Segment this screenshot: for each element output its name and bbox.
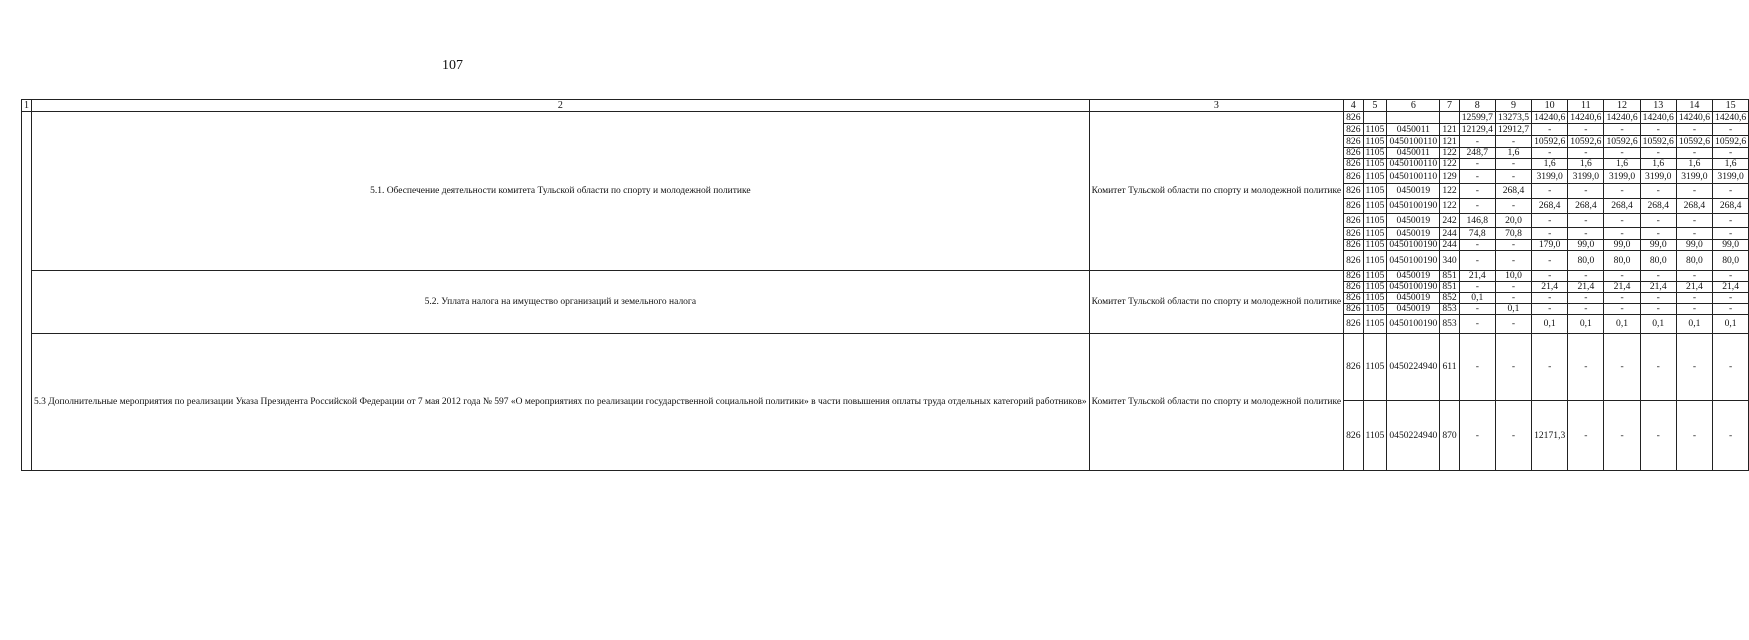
cell-col-10: - (1532, 334, 1568, 401)
cell-col-5: 1105 (1363, 293, 1387, 304)
cell-col-12: 1,6 (1604, 159, 1640, 170)
cell-col-11: - (1568, 293, 1604, 304)
cell-col-5: 1105 (1363, 159, 1387, 170)
cell-col-13: 268,4 (1640, 199, 1676, 214)
cell-col-6: 0450019 (1387, 214, 1440, 228)
cell-col-15: 1,6 (1713, 159, 1749, 170)
cell-col-6: 0450011 (1387, 124, 1440, 136)
cell-col-10: - (1532, 214, 1568, 228)
cell-col-6: 0450100190 (1387, 282, 1440, 293)
cell-col-13: 80,0 (1640, 251, 1676, 271)
cell-col-13: 10592,6 (1640, 136, 1676, 148)
cell-col-14: - (1676, 401, 1712, 471)
cell-col-15: 99,0 (1713, 240, 1749, 251)
cell-col-14: 80,0 (1676, 251, 1712, 271)
cell-col-12: - (1604, 304, 1640, 315)
cell-col-12: - (1604, 401, 1640, 471)
cell-col-6: 0450100110 (1387, 159, 1440, 170)
cell-col-4: 826 (1344, 170, 1363, 184)
cell-col-10: 1,6 (1532, 159, 1568, 170)
measure-name: 5.2. Уплата налога на имущество организаций и земельного налога (32, 271, 1090, 334)
column-header-12: 12 (1604, 100, 1640, 112)
cell-col-8: - (1459, 315, 1495, 334)
cell-col-10: - (1532, 304, 1568, 315)
cell-col-14: 268,4 (1676, 199, 1712, 214)
cell-col-11: - (1568, 148, 1604, 159)
cell-col-14: - (1676, 228, 1712, 240)
cell-col-4: 826 (1344, 271, 1363, 282)
column-header-13: 13 (1640, 100, 1676, 112)
responsible-organization: Комитет Тульской области по спорту и молодежной политике (1089, 271, 1343, 334)
cell-col-12: - (1604, 228, 1640, 240)
cell-col-9: - (1495, 170, 1531, 184)
cell-col-6 (1387, 112, 1440, 124)
cell-col-14: 1,6 (1676, 159, 1712, 170)
cell-col-15: - (1713, 334, 1749, 401)
cell-col-12: 21,4 (1604, 282, 1640, 293)
cell-col-10: - (1532, 293, 1568, 304)
cell-col-10: 3199,0 (1532, 170, 1568, 184)
cell-col-13: - (1640, 304, 1676, 315)
cell-col-4: 826 (1344, 401, 1363, 471)
cell-col-14: - (1676, 214, 1712, 228)
cell-col-10: 12171,3 (1532, 401, 1568, 471)
cell-col-5: 1105 (1363, 214, 1387, 228)
cell-col-8: 0,1 (1459, 293, 1495, 304)
cell-col-4: 826 (1344, 214, 1363, 228)
cell-col-13: - (1640, 334, 1676, 401)
cell-col-12: - (1604, 148, 1640, 159)
column-header-10: 10 (1532, 100, 1568, 112)
cell-col-5: 1105 (1363, 136, 1387, 148)
cell-col-8: - (1459, 136, 1495, 148)
cell-col-11: 3199,0 (1568, 170, 1604, 184)
cell-col-7: 122 (1440, 148, 1459, 159)
cell-col-4: 826 (1344, 148, 1363, 159)
cell-col-6: 0450019 (1387, 293, 1440, 304)
cell-col-8: 248,7 (1459, 148, 1495, 159)
cell-col-13: 99,0 (1640, 240, 1676, 251)
cell-col-13: - (1640, 271, 1676, 282)
cell-col-11: 99,0 (1568, 240, 1604, 251)
cell-col-7: 121 (1440, 136, 1459, 148)
cell-col-6: 0450100110 (1387, 136, 1440, 148)
cell-col-11: 80,0 (1568, 251, 1604, 271)
cell-col-5: 1105 (1363, 401, 1387, 471)
cell-col-13: - (1640, 401, 1676, 471)
column-header-4: 4 (1344, 100, 1363, 112)
cell-col-15: - (1713, 304, 1749, 315)
cell-col-15: - (1713, 148, 1749, 159)
cell-col-4: 826 (1344, 124, 1363, 136)
cell-col-9: 1,6 (1495, 148, 1531, 159)
cell-col-10: - (1532, 148, 1568, 159)
cell-col-7: 244 (1440, 240, 1459, 251)
cell-col-15: - (1713, 184, 1749, 199)
cell-col-13: - (1640, 214, 1676, 228)
cell-col-7: 870 (1440, 401, 1459, 471)
cell-col-14: - (1676, 148, 1712, 159)
cell-col-10: 21,4 (1532, 282, 1568, 293)
cell-col-7: 340 (1440, 251, 1459, 271)
cell-col-9: 10,0 (1495, 271, 1531, 282)
table-row (22, 112, 1749, 124)
cell-col-15: - (1713, 214, 1749, 228)
cell-col-7: 852 (1440, 293, 1459, 304)
cell-col-11: - (1568, 228, 1604, 240)
cell-col-8: - (1459, 184, 1495, 199)
cell-col-6: 0450100190 (1387, 199, 1440, 214)
cell-col-8: - (1459, 334, 1495, 401)
cell-col-8: - (1459, 282, 1495, 293)
measure-name: 5.3 Дополнительные мероприятия по реализации Указа Президента Российской Федерации от 7 мая 2012 года № 597 «О мероприятиях по реализации государственной социальной политики» в части повышения оплаты труда отдельных категорий работников» (32, 334, 1090, 471)
column-header-14: 14 (1676, 100, 1712, 112)
cell-col-6: 0450224940 (1387, 401, 1440, 471)
cell-col-12: 80,0 (1604, 251, 1640, 271)
cell-col-10: 14240,6 (1532, 112, 1568, 124)
column-header-11: 11 (1568, 100, 1604, 112)
cell-col-10: 0,1 (1532, 315, 1568, 334)
cell-col-9: - (1495, 136, 1531, 148)
cell-col-15: 3199,0 (1713, 170, 1749, 184)
cell-col-14: 0,1 (1676, 315, 1712, 334)
cell-col-14: 21,4 (1676, 282, 1712, 293)
cell-col-15: - (1713, 228, 1749, 240)
responsible-organization: Комитет Тульской области по спорту и молодежной политике (1089, 334, 1343, 471)
cell-col-4: 826 (1344, 315, 1363, 334)
cell-col-14: 3199,0 (1676, 170, 1712, 184)
cell-col-5: 1105 (1363, 184, 1387, 199)
cell-col-9: 20,0 (1495, 214, 1531, 228)
cell-col-12: 10592,6 (1604, 136, 1640, 148)
column-header-8: 8 (1459, 100, 1495, 112)
cell-col-12: - (1604, 334, 1640, 401)
cell-col-9: - (1495, 251, 1531, 271)
cell-col-4: 826 (1344, 304, 1363, 315)
cell-col-4: 826 (1344, 112, 1363, 124)
cell-col-10: - (1532, 228, 1568, 240)
cell-col-5: 1105 (1363, 334, 1387, 401)
cell-col-5: 1105 (1363, 304, 1387, 315)
cell-col-15: 0,1 (1713, 315, 1749, 334)
column-header-5: 5 (1363, 100, 1387, 112)
cell-col-13: - (1640, 228, 1676, 240)
cell-col-8: 74,8 (1459, 228, 1495, 240)
cell-col-5: 1105 (1363, 170, 1387, 184)
cell-col-11: 14240,6 (1568, 112, 1604, 124)
cell-col-9: - (1495, 240, 1531, 251)
cell-col-8: 12129,4 (1459, 124, 1495, 136)
cell-col-4: 826 (1344, 282, 1363, 293)
cell-col-12: - (1604, 271, 1640, 282)
cell-col-13: 14240,6 (1640, 112, 1676, 124)
cell-col-14: 14240,6 (1676, 112, 1712, 124)
cell-col-5 (1363, 112, 1387, 124)
cell-col-5: 1105 (1363, 271, 1387, 282)
column-header-9: 9 (1495, 100, 1531, 112)
cell-col-6: 0450019 (1387, 184, 1440, 199)
cell-col-13: 21,4 (1640, 282, 1676, 293)
cell-col-10: - (1532, 184, 1568, 199)
cell-col-4: 826 (1344, 136, 1363, 148)
cell-col-7: 611 (1440, 334, 1459, 401)
cell-col-14: 99,0 (1676, 240, 1712, 251)
cell-col-5: 1105 (1363, 228, 1387, 240)
cell-col-11: - (1568, 184, 1604, 199)
cell-col-11: 1,6 (1568, 159, 1604, 170)
column-header-1: 1 (22, 100, 32, 112)
cell-col-14: 10592,6 (1676, 136, 1712, 148)
cell-col-5: 1105 (1363, 240, 1387, 251)
cell-col-7: 244 (1440, 228, 1459, 240)
cell-col-4: 826 (1344, 334, 1363, 401)
cell-col-7: 122 (1440, 199, 1459, 214)
cell-col-8: 12599,7 (1459, 112, 1495, 124)
cell-col-9: 268,4 (1495, 184, 1531, 199)
cell-col-14: - (1676, 124, 1712, 136)
cell-col-15: - (1713, 124, 1749, 136)
cell-col-12: 14240,6 (1604, 112, 1640, 124)
cell-col-15: 10592,6 (1713, 136, 1749, 148)
cell-col-7: 853 (1440, 315, 1459, 334)
cell-col-12: - (1604, 214, 1640, 228)
cell-col-10: - (1532, 271, 1568, 282)
cell-col-9: 70,8 (1495, 228, 1531, 240)
cell-col-11: - (1568, 124, 1604, 136)
cell-col-7: 129 (1440, 170, 1459, 184)
cell-col-4: 826 (1344, 251, 1363, 271)
cell-col-15: 268,4 (1713, 199, 1749, 214)
cell-col-5: 1105 (1363, 199, 1387, 214)
cell-col-9: 13273,5 (1495, 112, 1531, 124)
cell-col-11: - (1568, 401, 1604, 471)
cell-col-13: 1,6 (1640, 159, 1676, 170)
cell-col-14: - (1676, 184, 1712, 199)
cell-col-4: 826 (1344, 228, 1363, 240)
table-row (22, 334, 1749, 401)
cell-col-10: 179,0 (1532, 240, 1568, 251)
column-header-15: 15 (1713, 100, 1749, 112)
column-header-2: 2 (32, 100, 1090, 112)
cell-col-12: 268,4 (1604, 199, 1640, 214)
cell-col-6: 0450019 (1387, 304, 1440, 315)
budget-table (21, 99, 1749, 471)
cell-col-9: - (1495, 159, 1531, 170)
cell-col-7: 122 (1440, 159, 1459, 170)
cell-col-13: - (1640, 184, 1676, 199)
cell-col-5: 1105 (1363, 124, 1387, 136)
page-number: 107 (442, 58, 463, 73)
cell-col-13: 0,1 (1640, 315, 1676, 334)
cell-col-12: 0,1 (1604, 315, 1640, 334)
cell-col-9: 0,1 (1495, 304, 1531, 315)
header-row (22, 100, 1749, 112)
cell-col-6: 0450224940 (1387, 334, 1440, 401)
column-1-cell (22, 112, 32, 471)
cell-col-8: - (1459, 240, 1495, 251)
cell-col-9: - (1495, 315, 1531, 334)
cell-col-5: 1105 (1363, 251, 1387, 271)
cell-col-7: 853 (1440, 304, 1459, 315)
cell-col-15: 14240,6 (1713, 112, 1749, 124)
cell-col-9: - (1495, 293, 1531, 304)
cell-col-8: - (1459, 159, 1495, 170)
cell-col-6: 0450100190 (1387, 315, 1440, 334)
column-header-6: 6 (1387, 100, 1440, 112)
cell-col-6: 0450100110 (1387, 170, 1440, 184)
cell-col-7: 851 (1440, 282, 1459, 293)
cell-col-5: 1105 (1363, 282, 1387, 293)
cell-col-11: 21,4 (1568, 282, 1604, 293)
cell-col-11: - (1568, 304, 1604, 315)
cell-col-15: - (1713, 293, 1749, 304)
table-row (22, 271, 1749, 282)
cell-col-4: 826 (1344, 184, 1363, 199)
cell-col-8: - (1459, 401, 1495, 471)
cell-col-6: 0450019 (1387, 271, 1440, 282)
cell-col-14: - (1676, 334, 1712, 401)
cell-col-12: - (1604, 124, 1640, 136)
cell-col-11: - (1568, 214, 1604, 228)
responsible-organization: Комитет Тульской области по спорту и молодежной политике (1089, 112, 1343, 271)
cell-col-14: - (1676, 293, 1712, 304)
cell-col-9: - (1495, 199, 1531, 214)
cell-col-7: 242 (1440, 214, 1459, 228)
cell-col-6: 0450011 (1387, 148, 1440, 159)
cell-col-12: - (1604, 293, 1640, 304)
cell-col-10: - (1532, 251, 1568, 271)
cell-col-7: 122 (1440, 184, 1459, 199)
cell-col-9: - (1495, 401, 1531, 471)
cell-col-15: - (1713, 271, 1749, 282)
cell-col-6: 0450100190 (1387, 251, 1440, 271)
measure-name: 5.1. Обеспечение деятельности комитета Тульской области по спорту и молодежной политике (32, 112, 1090, 271)
cell-col-8: - (1459, 251, 1495, 271)
cell-col-12: - (1604, 184, 1640, 199)
cell-col-14: - (1676, 271, 1712, 282)
cell-col-7 (1440, 112, 1459, 124)
cell-col-7: 121 (1440, 124, 1459, 136)
column-header-7: 7 (1440, 100, 1459, 112)
cell-col-11: - (1568, 271, 1604, 282)
cell-col-12: 99,0 (1604, 240, 1640, 251)
cell-col-9: - (1495, 282, 1531, 293)
cell-col-10: 268,4 (1532, 199, 1568, 214)
cell-col-4: 826 (1344, 199, 1363, 214)
column-header-3: 3 (1089, 100, 1343, 112)
cell-col-11: 268,4 (1568, 199, 1604, 214)
cell-col-4: 826 (1344, 159, 1363, 170)
cell-col-15: - (1713, 401, 1749, 471)
cell-col-8: - (1459, 304, 1495, 315)
cell-col-5: 1105 (1363, 315, 1387, 334)
cell-col-7: 851 (1440, 271, 1459, 282)
cell-col-13: - (1640, 124, 1676, 136)
cell-col-9: - (1495, 334, 1531, 401)
cell-col-11: - (1568, 334, 1604, 401)
cell-col-8: 146,8 (1459, 214, 1495, 228)
cell-col-13: - (1640, 148, 1676, 159)
cell-col-5: 1105 (1363, 148, 1387, 159)
cell-col-9: 12912,7 (1495, 124, 1531, 136)
cell-col-6: 0450100190 (1387, 240, 1440, 251)
cell-col-10: - (1532, 124, 1568, 136)
cell-col-10: 10592,6 (1532, 136, 1568, 148)
cell-col-14: - (1676, 304, 1712, 315)
cell-col-11: 10592,6 (1568, 136, 1604, 148)
cell-col-4: 826 (1344, 293, 1363, 304)
cell-col-6: 0450019 (1387, 228, 1440, 240)
cell-col-8: - (1459, 170, 1495, 184)
cell-col-13: 3199,0 (1640, 170, 1676, 184)
cell-col-8: - (1459, 199, 1495, 214)
cell-col-11: 0,1 (1568, 315, 1604, 334)
cell-col-15: 80,0 (1713, 251, 1749, 271)
cell-col-15: 21,4 (1713, 282, 1749, 293)
cell-col-13: - (1640, 293, 1676, 304)
cell-col-8: 21,4 (1459, 271, 1495, 282)
cell-col-12: 3199,0 (1604, 170, 1640, 184)
cell-col-4: 826 (1344, 240, 1363, 251)
